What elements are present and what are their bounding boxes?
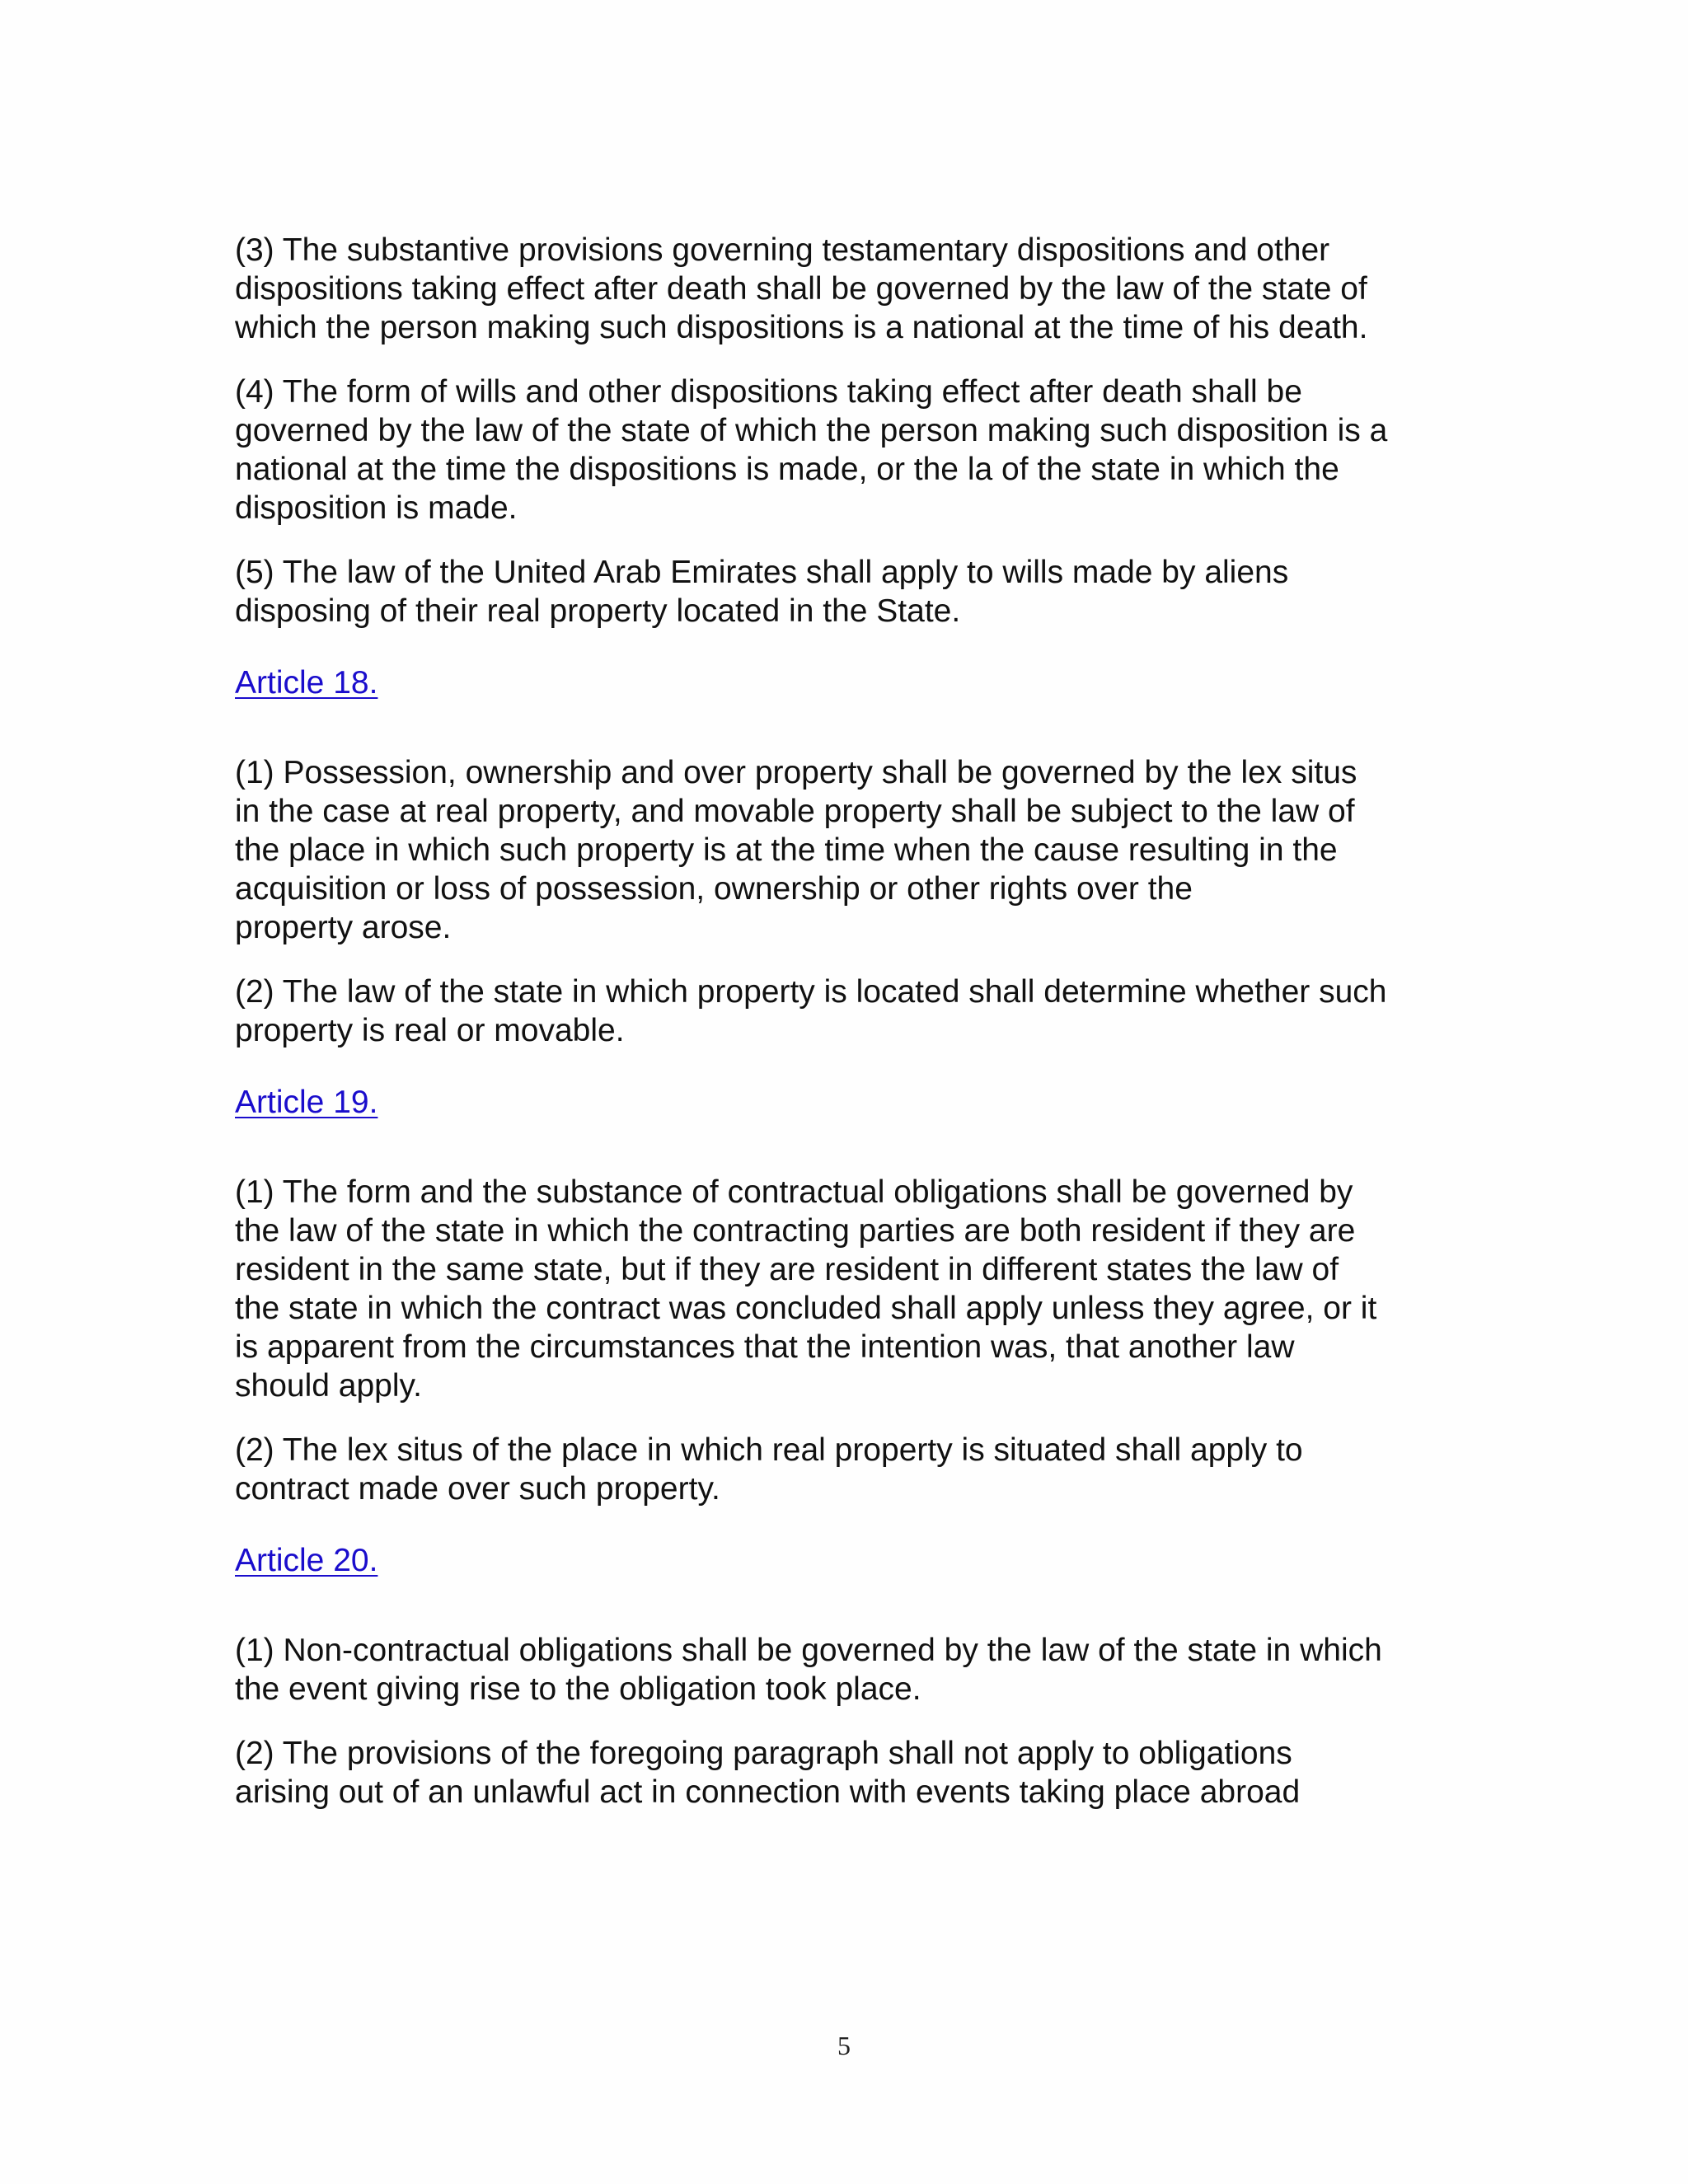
article-18-paragraph-2: (2) The law of the state in which property is located shall determine whether such property is real or movable. <box>235 974 1387 1048</box>
document-body <box>235 231 1471 1837</box>
article-20-heading <box>235 1541 1471 1580</box>
paragraph-3: (3) The substantive provisions governing testamentary dispositions and other dispositions taking effect after death shall be governed by the law of the state of which the person making such dispositions is a national at the time of his death. <box>235 232 1368 345</box>
article-19-paragraph-1: (1) The form and the substance of contractual obligations shall be governed by the law of the state in which the contracting parties are both resident if they are resident in the same state, but if they are resident in different states the law of the state in which the contract was concluded shall apply unless they agree, or it is apparent from the circumstances that the intention was, that another law should apply. <box>235 1174 1377 1404</box>
article-20-paragraph-2: (2) The provisions of the foregoing paragraph shall not apply to obligations arising out of an unlawful act in connection with events taking place abroad <box>235 1736 1301 1810</box>
paragraph-5: (5) The law of the United Arab Emirates shall apply to wills made by aliens disposing of their real property located in the State. <box>235 555 1289 629</box>
article-18-paragraph-1: (1) Possession, ownership and over property shall be governed by the lex situs in the case at real property, and movable property shall be subject to the law of the place in which such property is at the time when the cause resulting in the acquisition or loss of possession, ownership or other rights over the property arose. <box>235 755 1357 945</box>
article-19-link[interactable]: Article 19. <box>235 1085 378 1120</box>
article-18-link[interactable]: Article 18. <box>235 665 378 701</box>
article-19-paragraph-2: (2) The lex situs of the place in which real property is situated shall apply to contract made over such property. <box>235 1432 1303 1507</box>
article-18-heading <box>235 663 1471 702</box>
article-20-paragraph-1: (1) Non-contractual obligations shall be governed by the law of the state in which the event giving rise to the obligation took place. <box>235 1633 1382 1707</box>
paragraph-4: (4) The form of wills and other dispositions taking effect after death shall be governed by the law of the state of which the person making such disposition is a national at the time the dispositions is made, or the la of the state in which the disposition is made. <box>235 374 1388 526</box>
article-19-heading <box>235 1083 1471 1122</box>
page-number: 5 <box>837 2031 851 2060</box>
article-20-link[interactable]: Article 20. <box>235 1543 378 1578</box>
